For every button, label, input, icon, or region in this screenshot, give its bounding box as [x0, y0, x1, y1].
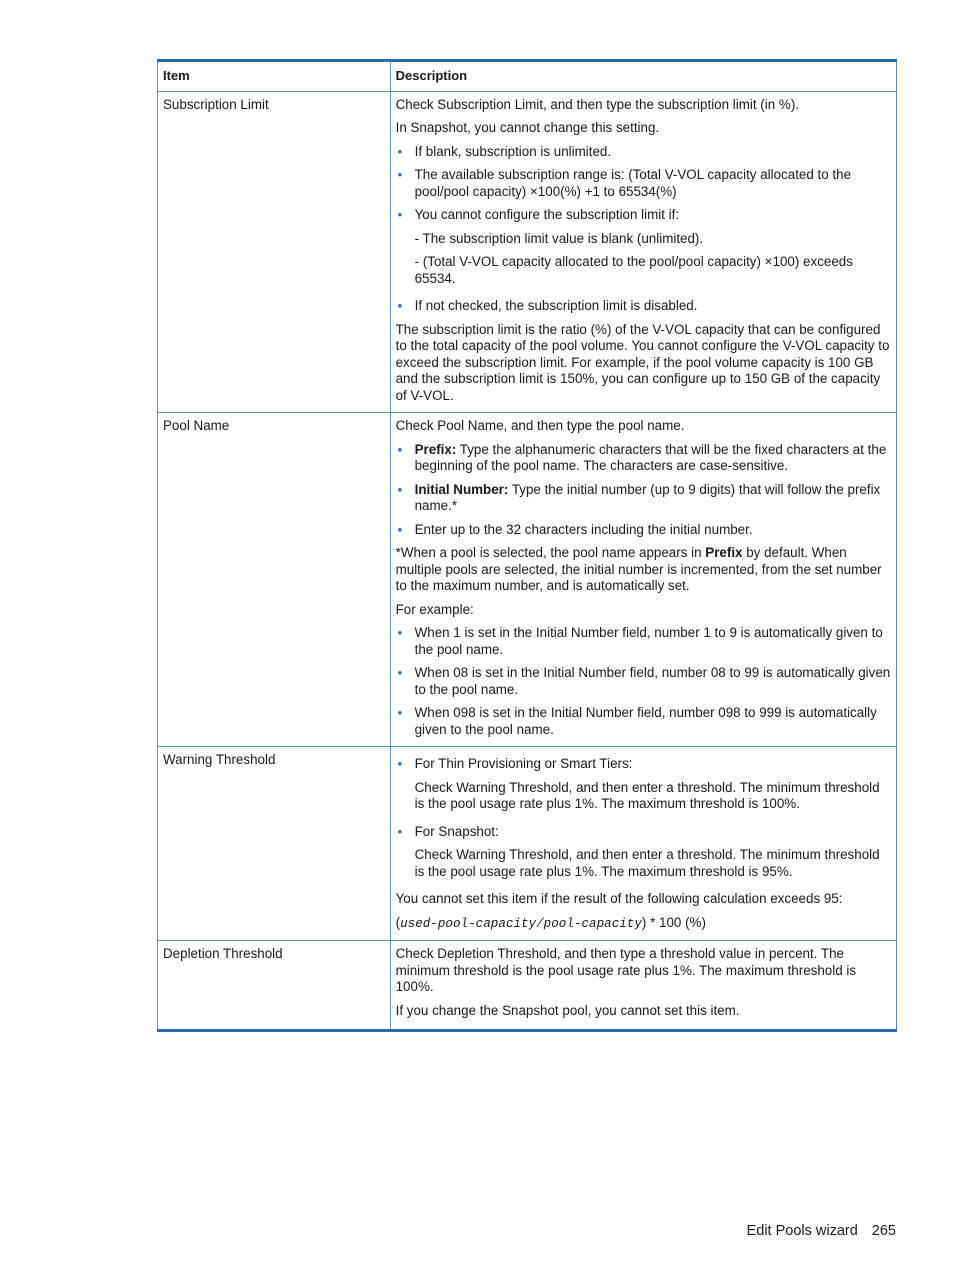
bullet-list	[396, 442, 891, 539]
list-item: • Prefix: Type the alphanumeric characters that will be the fixed characters at the beginning of the pool name. The characters are case-sensitive.	[397, 441, 887, 473]
description-paragraph: In Snapshot, you cannot change this setting.	[395, 120, 660, 135]
table-row	[158, 413, 897, 747]
item-cell: Warning Threshold	[158, 747, 391, 941]
description-paragraph: For example:	[395, 601, 474, 617]
sub-item: Check Warning Threshold, and then enter a threshold. The minimum threshold is the pool usage rate plus 1%. The maximum threshold is 100%.	[414, 779, 880, 811]
table-row	[158, 747, 897, 941]
bullet-icon: •	[397, 756, 403, 771]
list-item: • When 098 is set in the Initial Number field, number 098 to 999 is automatically given to the pool name.	[397, 705, 877, 737]
list-item: • When 1 is set in the Initial Number field, number 1 to 9 is automatically given to the pool name.	[397, 625, 883, 657]
description-paragraph: Check Pool Name, and then type the pool name.	[395, 418, 685, 433]
description-cell	[390, 941, 896, 1031]
description-paragraph: Check Depletion Threshold, and then type a threshold value in percent. The minimum threshold is the pool usage rate plus 1%. The maximum threshold is 100%.	[395, 946, 857, 994]
item-cell: Pool Name	[158, 413, 391, 747]
bullet-icon: •	[397, 481, 403, 497]
description-paragraph: Check Subscription Limit, and then type the subscription limit (in %).	[395, 96, 799, 112]
list-item: • The available subscription range is: (Total V-VOL capacity allocated to the pool/pool capacity) ×100(%) +1 to 65534(%)	[397, 167, 852, 199]
table-row	[158, 91, 897, 413]
bullet-icon: •	[397, 298, 403, 313]
footer-section-title: Edit Pools wizard	[746, 1223, 858, 1239]
bullet-list	[396, 625, 891, 738]
bullet-icon: •	[397, 705, 403, 720]
bullet-icon: •	[397, 665, 403, 680]
item-cell: Depletion Threshold	[158, 941, 391, 1031]
sub-item: Check Warning Threshold, and then enter a threshold. The minimum threshold is the pool usage rate plus 1%. The maximum threshold is 95%.	[414, 847, 880, 879]
list-item: • For Snapshot: Check Warning Threshold, and then enter a threshold. The minimum threshold is the pool usage rate plus 1%. The maximum threshold is 95%.	[396, 824, 891, 881]
bullet-icon: •	[397, 521, 403, 537]
parameter-table	[157, 59, 897, 1032]
table-header-row	[158, 61, 897, 92]
bullet-icon: •	[397, 823, 403, 839]
description-paragraph: *When a pool is selected, the pool name appears in Prefix by default. When multiple pools are selected, the initial number is incremented, from the set number to the maximum number, and is automatically set.	[395, 545, 882, 593]
bullet-icon: •	[397, 625, 403, 640]
formula: (used-pool-capacity/pool-capacity) * 100 (%)	[395, 914, 706, 931]
list-item: • Initial Number: Type the initial number (up to 9 digits) that will follow the prefix name.*	[397, 481, 881, 513]
list-item: • If blank, subscription is unlimited.	[397, 143, 612, 159]
header-item: Item	[158, 61, 391, 92]
description-cell	[390, 747, 896, 941]
bullet-icon: •	[397, 441, 403, 457]
bullet-list	[396, 756, 891, 880]
bullet-list	[396, 144, 891, 315]
list-item: • When 08 is set in the Initial Number field, number 08 to 99 is automatically given to the pool name.	[397, 665, 891, 697]
bullet-icon: •	[397, 143, 403, 159]
sub-item: - (Total V-VOL capacity allocated to the pool/pool capacity) ×100) exceeds 65534.	[414, 254, 853, 286]
description-paragraph: You cannot set this item if the result of the following calculation exceeds 95:	[395, 891, 843, 906]
bullet-icon: •	[397, 167, 403, 182]
description-paragraph: The subscription limit is the ratio (%) of the V-VOL capacity that can be configured to the total capacity of the pool volume. You cannot configure the V-VOL capacity to exceed the subscription limit. For example, if the pool volume capacity is 100 GB and the subscription limit is 150%, you can configure up to 150 GB of the capacity of V-VOL.	[395, 321, 890, 403]
list-item: • Enter up to the 32 characters including the initial number.	[397, 521, 753, 537]
list-item: • If not checked, the subscription limit is disabled.	[397, 298, 698, 313]
table-row	[158, 941, 897, 1031]
bullet-icon: •	[397, 207, 403, 222]
sub-item: - The subscription limit value is blank (unlimited).	[414, 230, 704, 246]
formula-code: used-pool-capacity/pool-capacity	[400, 916, 642, 931]
header-description: Description	[390, 61, 896, 92]
page-number: 265	[871, 1223, 896, 1239]
list-item: • For Thin Provisioning or Smart Tiers: Check Warning Threshold, and then enter a threshold. The minimum threshold is the pool usage rate plus 1%. The maximum threshold is 100%.	[396, 756, 891, 813]
list-item: • You cannot configure the subscription limit if: - The subscription limit value is blank (unlimited). - (Total V-VOL capacity allocated to the pool/pool capacity) ×100) exceeds 65534.	[396, 207, 891, 287]
description-paragraph: If you change the Snapshot pool, you cannot set this item.	[395, 1002, 740, 1018]
item-cell: Subscription Limit	[158, 91, 391, 413]
page-footer	[747, 1223, 896, 1239]
description-cell	[390, 91, 896, 413]
description-cell	[390, 413, 896, 747]
